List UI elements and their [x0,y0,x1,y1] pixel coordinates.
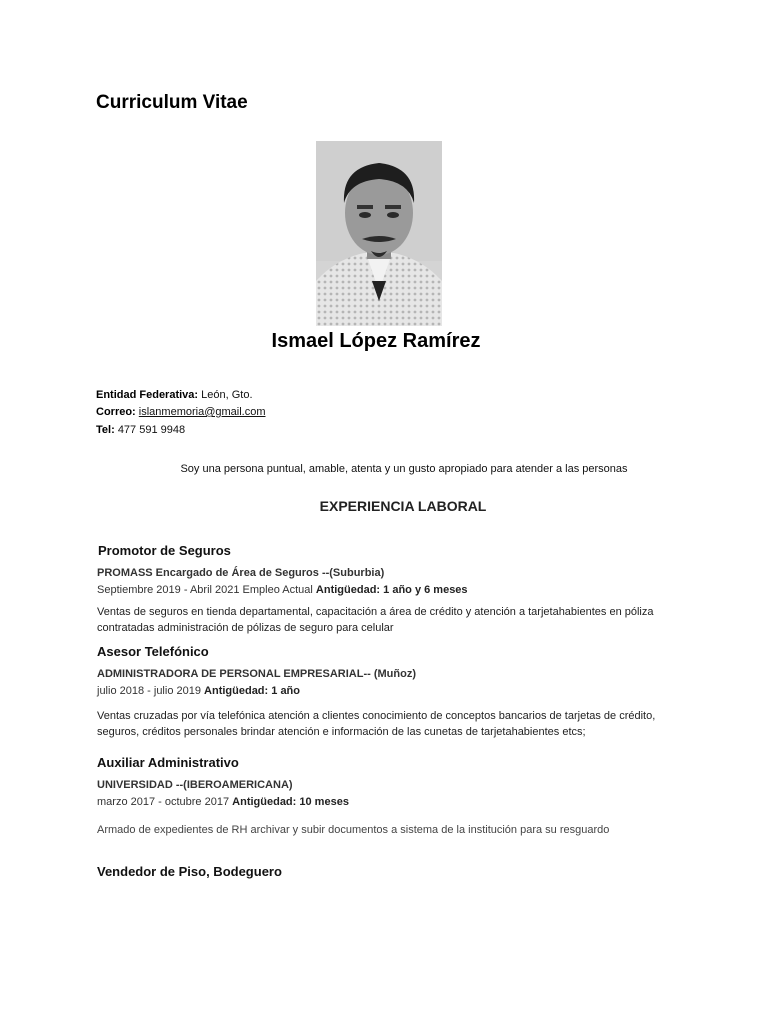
job-dates-line [97,796,349,808]
state-value: León, Gto. [201,389,253,401]
profile-photo [316,141,442,326]
job-description: Ventas de seguros en tienda departamental, capacitación a área de crédito y atención a tarjetahabientes en póliza contratadas administración de pólizas de seguro para celular [97,606,654,634]
job-description: Armado de expedientes de RH archivar y subir documentos a sistema de la institución para su resguardo [97,824,610,836]
job-dates-line [97,685,300,697]
experience-heading: EXPERIENCIA LABORAL [319,498,487,514]
state-line [96,389,253,401]
email-line [96,406,266,418]
candidate-name: Ismael López Ramírez [271,330,481,352]
email-link[interactable]: islanmemoria@gmail.com [138,406,266,418]
tel-label: Tel: [96,424,115,436]
job-company: ADMINISTRADORA DE PERSONAL EMPRESARIAL-- (Muñoz) [97,668,416,680]
job-seniority-label: Antigüedad: [315,584,381,596]
job-title: Asesor Telefónico [97,644,209,659]
tel-line [96,424,185,436]
profile-photo-image [316,141,442,326]
job-description: Ventas cruzadas por vía telefónica atención a clientes conocimiento de conceptos bancarios de tarjetas de crédito, seguros, créditos personales brindar atención e información de las cunetas de tarjetahabientes etcs; [97,710,656,738]
job-seniority-value: 1 año y 6 meses [383,584,468,596]
job-seniority-value: 1 año [271,685,300,697]
profile-summary: Soy una persona puntual, amable, atenta y un gusto apropiado para atender a las personas [180,463,628,475]
job-seniority-label: Antigüedad: [204,685,269,697]
job-company: UNIVERSIDAD --(IBEROAMERICANA) [97,779,293,791]
job-title: Auxiliar Administrativo [97,755,239,770]
job-title: Promotor de Seguros [98,543,231,558]
job-dates: julio 2018 - julio 2019 [97,685,201,697]
state-label: Entidad Federativa: [96,389,199,401]
job-dates: marzo 2017 - octubre 2017 [97,796,230,808]
job-seniority-label: Antigüedad: [232,796,297,808]
job-dates-line [97,584,468,596]
job-seniority-value: 10 meses [299,796,349,808]
document-title: Curriculum Vitae [96,92,248,113]
job-title: Vendedor de Piso, Bodeguero [97,864,282,879]
job-dates: Septiembre 2019 - Abril 2021 Empleo Actual [97,584,313,596]
email-label: Correo: [96,406,136,418]
tel-value: 477 591 9948 [117,424,186,436]
job-company: PROMASS Encargado de Área de Seguros --(Suburbia) [97,567,385,579]
